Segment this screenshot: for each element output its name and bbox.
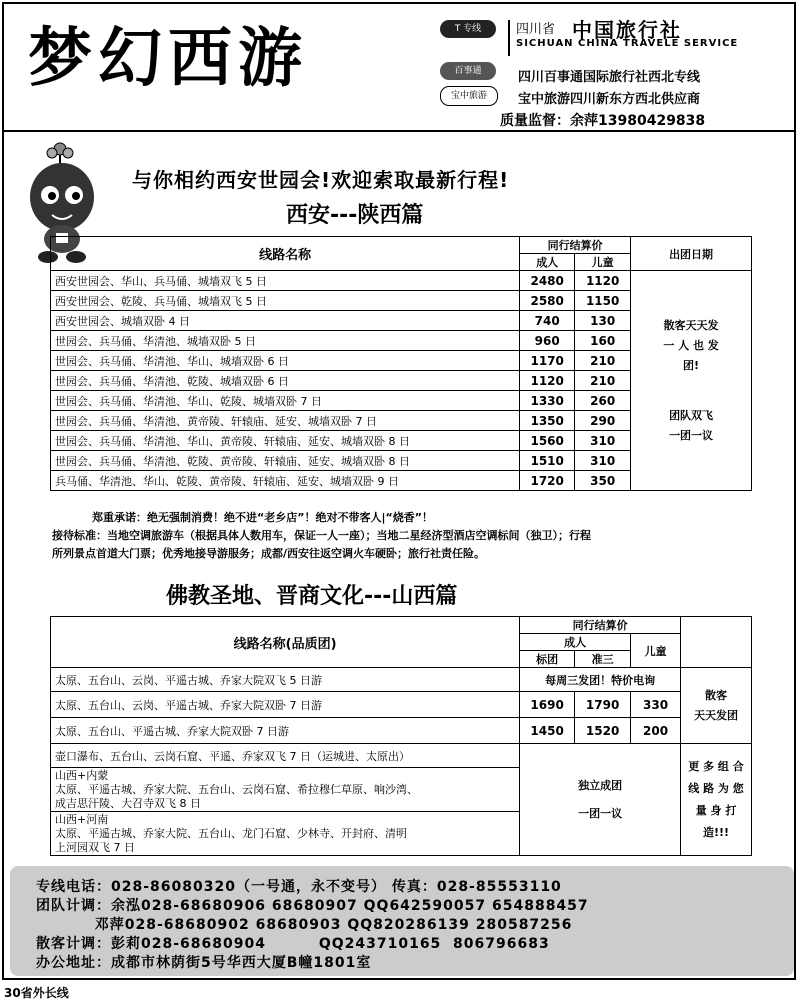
adult-price: 2580 [520, 291, 575, 311]
adult-price: 1170 [520, 351, 575, 371]
advert-page [2, 2, 796, 980]
col-price-header: 同行结算价 [520, 617, 681, 634]
header [4, 4, 794, 132]
table-row [51, 271, 752, 291]
route-name: 世园会、兵马俑、华清池、城墙双卧 5 日 [51, 331, 520, 351]
col-route-header: 线路名称(品质团) [51, 617, 520, 668]
route-name: 太原、五台山、云岗、平遥古城、乔家大院双飞 5 日游 [51, 668, 520, 692]
promise-line: 所列景点首道大门票；优秀地接导游服务；成都/西安往返空调火车硬卧；旅行社责任险。 [52, 547, 486, 560]
col-adult-header: 成人 [520, 254, 575, 271]
route-name: 世园会、兵马俑、华清池、华山、乾陵、城墙双卧 7 日 [51, 391, 520, 411]
agency-line-1: 四川百事通国际旅行社西北专线 [518, 70, 701, 85]
route-name: 世园会、兵马俑、华清池、华山、城墙双卧 6 日 [51, 351, 520, 371]
route-name: 太原、五台山、平遥古城、乔家大院双卧 7 日游 [51, 718, 520, 744]
child-price: 290 [575, 411, 631, 431]
agency-block [436, 14, 796, 129]
child-price: 350 [575, 471, 631, 491]
col-route-header: 线路名称 [51, 237, 520, 271]
child-price: 210 [575, 351, 631, 371]
more-routes-note [681, 744, 752, 856]
section-title-shaanxi: 西安---陕西篇 [286, 203, 424, 228]
note-line: 一 人 也 发 [663, 338, 719, 352]
promise-line: 接待标准：当地空调旅游车（根据具体人数用车，保证一人一座）；当地二星经济型酒店空调标间（独卫）；行程 [52, 529, 591, 542]
adult-price: 1510 [520, 451, 575, 471]
service-promise [52, 509, 752, 563]
note-line: 团队双飞 [669, 408, 714, 422]
note-line: 散客天天发 [663, 318, 719, 332]
team-contact-2: 邓萍028-68680902 68680903 QQ820286139 280587256 [36, 917, 573, 933]
table-row [51, 668, 752, 692]
standard-price: 1690 [520, 692, 575, 718]
route-name: 世园会、兵马俑、华清池、华山、黄帝陵、轩辕庙、延安、城墙双卧 8 日 [51, 431, 520, 451]
hotline: 专线电话：028-86080320（一号通，永不变号） 传真：028-85553110 [36, 879, 562, 895]
contact-footer [10, 866, 794, 976]
individual-contact: 散客计调：彭莉028-68680904 QQ243710165 806796683 [36, 936, 550, 952]
col-price-header: 同行结算价 [520, 237, 631, 254]
col-standard-header: 标团 [520, 651, 575, 668]
route-name: 世园会、兵马俑、华清池、乾陵、黄帝陵、轩辕庙、延安、城墙双卧 8 日 [51, 451, 520, 471]
note-line: 散客 [705, 688, 728, 702]
route-line: 成吉思汗陵、大召寺双飞 8 日 [55, 796, 201, 810]
child-price: 310 [575, 431, 631, 451]
note-line: 量 身 打 [695, 803, 737, 817]
route-name: 太原、五台山、云岗、平遥古城、乔家大院双卧 7 日游 [51, 692, 520, 718]
divider [508, 20, 510, 56]
adult-price: 1120 [520, 371, 575, 391]
route-name: 西安世园会、乾陵、兵马俑、城墙双飞 5 日 [51, 291, 520, 311]
route-name: 世园会、兵马俑、华清池、黄帝陵、轩辕庙、延安、城墙双卧 7 日 [51, 411, 520, 431]
departure-note [681, 668, 752, 744]
promise-line: 郑重承诺：绝无强制消费！绝不进“老乡店”！绝对不带客人|“烧香”！ [92, 511, 433, 524]
adult-price: 1330 [520, 391, 575, 411]
page-tag: 30省外长线 [4, 986, 69, 1000]
route-name: 壶口瀑布、五台山、云岗石窟、平遥、乔家双飞 7 日（运城进、太原出） [51, 744, 520, 768]
route-name: 西安世园会、华山、兵马俑、城墙双飞 5 日 [51, 271, 520, 291]
shaanxi-price-table [50, 236, 752, 491]
table-row [51, 718, 752, 744]
blank-header [681, 617, 752, 668]
route-line: 太原、平遥古城、乔家大院、五台山、云岗石窟、希拉穆仁草原、响沙湾、 [55, 782, 418, 796]
route-line: 山西+内蒙 [55, 768, 109, 782]
section-title-shanxi: 佛教圣地、晋商文化---山西篇 [166, 584, 458, 609]
quality-supervision: 质量监督：余萍13980429838 [500, 113, 706, 129]
invite-banner: 与你相约西安世园会!欢迎索取最新行程! [132, 168, 510, 192]
child-price: 330 [631, 692, 681, 718]
note-line: 团! [683, 358, 700, 372]
note-line: 线 路 为 您 [688, 781, 744, 795]
table-row [51, 692, 752, 718]
route-name [51, 768, 520, 812]
cits-province: 四川省 [516, 22, 556, 37]
agency-logo-3: 宝中旅游 [440, 86, 498, 106]
child-price: 200 [631, 718, 681, 744]
custom-group-note [520, 744, 681, 856]
child-price: 130 [575, 311, 631, 331]
premium-price: 1520 [575, 718, 631, 744]
child-price: 160 [575, 331, 631, 351]
team-contact-1: 团队计调：余泓028-68680906 68680907 QQ642590057 654888457 [36, 898, 589, 914]
adult-price: 1720 [520, 471, 575, 491]
route-line: 太原、平遥古城、乔家大院、五台山、龙门石窟、少林寺、开封府、清明 [55, 826, 407, 840]
note-line: 一团一议 [578, 806, 623, 820]
shanxi-price-table [50, 616, 752, 856]
cits-english: SICHUAN CHINA TRAVELE SERVICE [516, 38, 739, 49]
adult-price: 2480 [520, 271, 575, 291]
col-premium-header: 准三 [575, 651, 631, 668]
col-adult-header: 成人 [520, 634, 631, 651]
adult-price: 960 [520, 331, 575, 351]
note-line: 一团一议 [669, 428, 714, 442]
col-child-header: 儿童 [575, 254, 631, 271]
office-address: 办公地址：成都市林荫街5号华西大厦B幢1801室 [36, 955, 372, 971]
note-line: 造!!! [702, 825, 730, 839]
standard-price: 1450 [520, 718, 575, 744]
page-title: 梦幻西游 [28, 21, 308, 96]
col-date-header: 出团日期 [631, 237, 752, 271]
child-price: 1120 [575, 271, 631, 291]
adult-price: 1350 [520, 411, 575, 431]
adult-price: 740 [520, 311, 575, 331]
agency-logo-2: 百事通 [440, 62, 496, 80]
agency-logo-1: T 专线 [440, 20, 496, 38]
table-row [51, 744, 752, 768]
adult-price: 1560 [520, 431, 575, 451]
child-price: 210 [575, 371, 631, 391]
col-child-header: 儿童 [631, 634, 681, 668]
agency-line-2: 宝中旅游四川新东方西北供应商 [518, 92, 701, 107]
child-price: 310 [575, 451, 631, 471]
route-name: 兵马俑、华清池、华山、乾陵、黄帝陵、轩辕庙、延安、城墙双卧 9 日 [51, 471, 520, 491]
note-line: 独立成团 [578, 778, 623, 792]
route-line: 上河园双飞 7 日 [55, 840, 135, 854]
special-note: 每周三发团！特价电询 [520, 668, 681, 692]
route-line: 山西+河南 [55, 812, 109, 826]
note-line: 更 多 组 合 [688, 759, 744, 773]
note-line: 天天发团 [694, 708, 739, 722]
route-name: 世园会、兵马俑、华清池、乾陵、城墙双卧 6 日 [51, 371, 520, 391]
child-price: 260 [575, 391, 631, 411]
route-name [51, 812, 520, 856]
premium-price: 1790 [575, 692, 631, 718]
departure-note [631, 271, 752, 491]
cits-name: 中国旅行社 [572, 18, 682, 42]
route-name: 西安世园会、城墙双卧 4 日 [51, 311, 520, 331]
child-price: 1150 [575, 291, 631, 311]
